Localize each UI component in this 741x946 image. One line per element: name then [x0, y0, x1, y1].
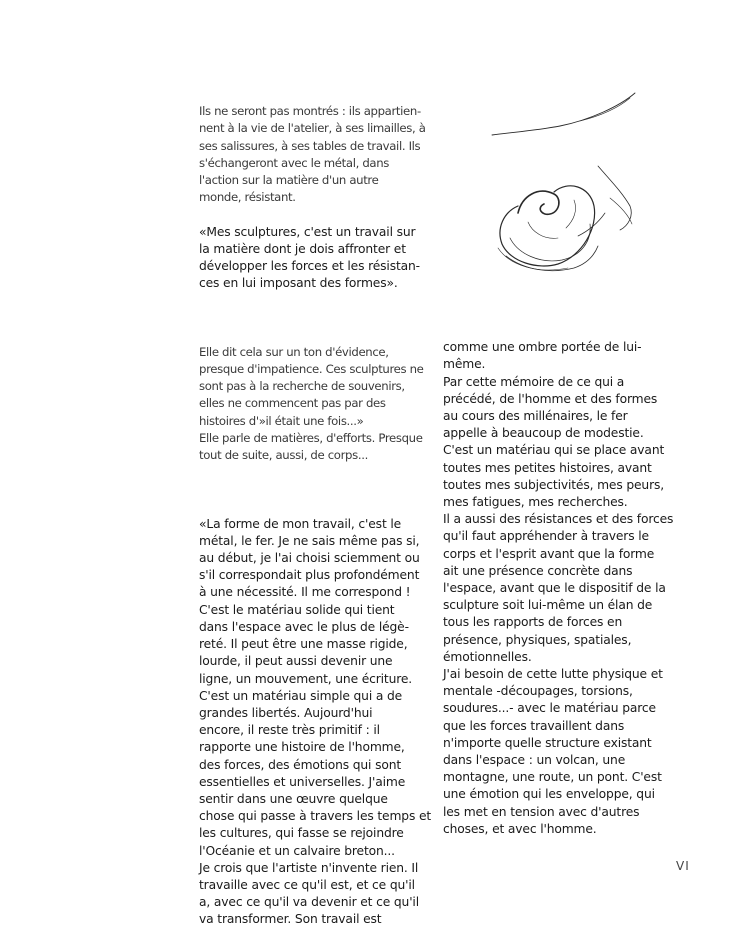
paragraph-gap — [199, 481, 439, 498]
artist-quote-sculptures: «Mes sculptures, c'est un travail sur la matière dont je dois affronter et développer les forces et les résistan- ces en lui imposant des formes». — [199, 224, 420, 291]
quote-continuation: comme une ombre portée de lui- même. Par cette mémoire de ce qui a précédé, de l'homme et des formes au cours des millénaires, le fer appelle à beaucoup de modestie. C'est un matériau qui se place avant toutes mes petites histoires, avant toutes mes subjectivités, mes peurs, mes fatigues, mes recherches. Il a aussi des résistances et des forces qu'il faut appréhender à travers le corps et l'esprit avant que la forme ait une présence concrète dans l'espace, avant que le dispositif de la sculpture soit lui-même un élan de tous les rapports de forces en présence, physiques, spatiales, émotionnelles. J'ai besoin de cette lutte physique et mentale -découpages, torsions, soudures...- avec le matériau parce que les forces travaillent dans n'importe quelle structure existant dans l'espace : un volcan, une montagne, une route, un pont. C'est une émotion qui les enveloppe, qui les met en tension avec d'autres choses, et avec l'homme. — [443, 340, 674, 836]
page-number: VI — [676, 859, 690, 873]
artist-quote-metal: «La forme de mon travail, c'est le métal, le fer. Je ne sais même pas si, au début, je l'ai choisi sciemment ou s'il correspondait plus profondément à une nécessité. Il me correspond ! C'est le matériau solide qui tient dans l'espace avec le plus de légè- reté. Il peut être une masse rigide, lourde, il peut aussi devenir une ligne, un mouvement, une écriture. C'est un matériau simple qui a de grandes libertés. Aujourd'hui encore, il reste très primitif : il rapporte une histoire de l'homme, des forces, des émotions qui sont essentielles et universelles. J'aime sentir dans une œuvre quelque chose qui passe à travers les temps et les cultures, qui fasse se rejoindre l'Océanie et un calvaire breton... Je crois que l'artiste n'invente rien. Il travaille avec ce qu'il est, et ce qu'il a, avec ce qu'il va devenir et ce qu'il va transformer. Son travail est — [199, 516, 432, 927]
left-text-column — [199, 86, 439, 946]
sculpture-sketch-illustration — [470, 88, 670, 288]
right-text-column — [443, 322, 703, 855]
paragraph-gap — [199, 310, 439, 327]
narrative-paragraph: Elle dit cela sur un ton d'évidence, presque d'impatience. Ces sculptures ne sont pas à la recherche de souvenirs, elles ne commencent pas par des histoires d'»il était une fois...» Elle parle de matières, d'efforts. Presque tout de suite, aussi, de corps... — [199, 344, 424, 463]
intro-paragraph: Ils ne seront pas montrés : ils appartien- nent à la vie de l'atelier, à ses limailles, à ses salissures, à ses tables de travail. Ils s'échangeront avec le métal, dans l'action sur la matière d'un autre monde, résistant. — [199, 104, 426, 205]
